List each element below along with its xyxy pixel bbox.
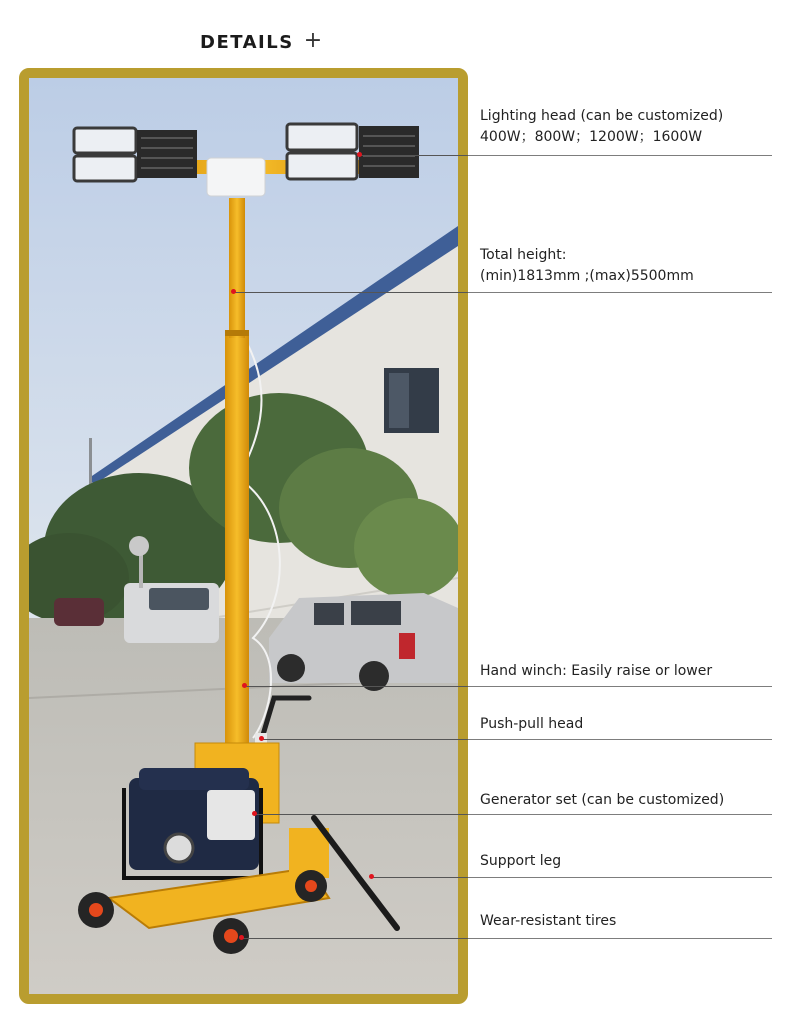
plus-icon[interactable]: + (303, 27, 323, 53)
marker-dot (357, 152, 362, 157)
callout-hand-winch (468, 660, 772, 690)
callout-line (468, 938, 772, 939)
junction-box (207, 158, 265, 196)
leader-line (242, 938, 468, 939)
callout-detail: (min)1813mm ;(max)5500mm (480, 268, 694, 284)
leader-line (245, 686, 468, 687)
leader-line (255, 814, 468, 815)
callout-title: Total height: (480, 247, 567, 263)
section-title: DETAILS (200, 32, 294, 53)
callout-total-height (468, 238, 772, 298)
callout-line (468, 686, 772, 687)
mast-upper (229, 198, 245, 338)
callout-wear-resistant-tires (468, 910, 772, 940)
marker-dot (242, 683, 247, 688)
leader-line (262, 739, 468, 740)
generator (124, 768, 261, 878)
red-car (54, 598, 104, 626)
callout-line (468, 739, 772, 740)
callout-line (468, 292, 772, 293)
callout-title: Lighting head (can be customized) (480, 108, 724, 124)
leader-line (360, 155, 468, 156)
callout-line (468, 814, 772, 815)
callout-detail: 400W；800W；1200W；1600W (480, 129, 703, 145)
callout-title: Support leg (480, 853, 562, 869)
callout-title: Generator set (can be customized) (480, 792, 725, 808)
callout-line (468, 155, 772, 156)
callout-title: Hand winch: Easily raise or lower (480, 663, 713, 679)
light-tower-photo (29, 78, 458, 994)
callout-title: Push-pull head (480, 716, 584, 732)
callout-push-pull-head (468, 713, 772, 743)
mast-lower (225, 333, 249, 763)
callout-line (468, 877, 772, 878)
marker-dot (239, 935, 244, 940)
callout-generator-set (468, 789, 772, 819)
marker-dot (252, 811, 257, 816)
marker-dot (369, 874, 374, 879)
leader-line (234, 292, 468, 293)
callout-support-leg (468, 850, 772, 880)
section-header (200, 27, 323, 53)
lighting-head-right (287, 124, 419, 179)
product-photo-frame (19, 68, 468, 1004)
marker-dot (231, 289, 236, 294)
marker-dot (259, 736, 264, 741)
leader-line (372, 877, 468, 878)
callout-lighting-head (468, 100, 772, 160)
callout-title: Wear-resistant tires (480, 913, 617, 929)
